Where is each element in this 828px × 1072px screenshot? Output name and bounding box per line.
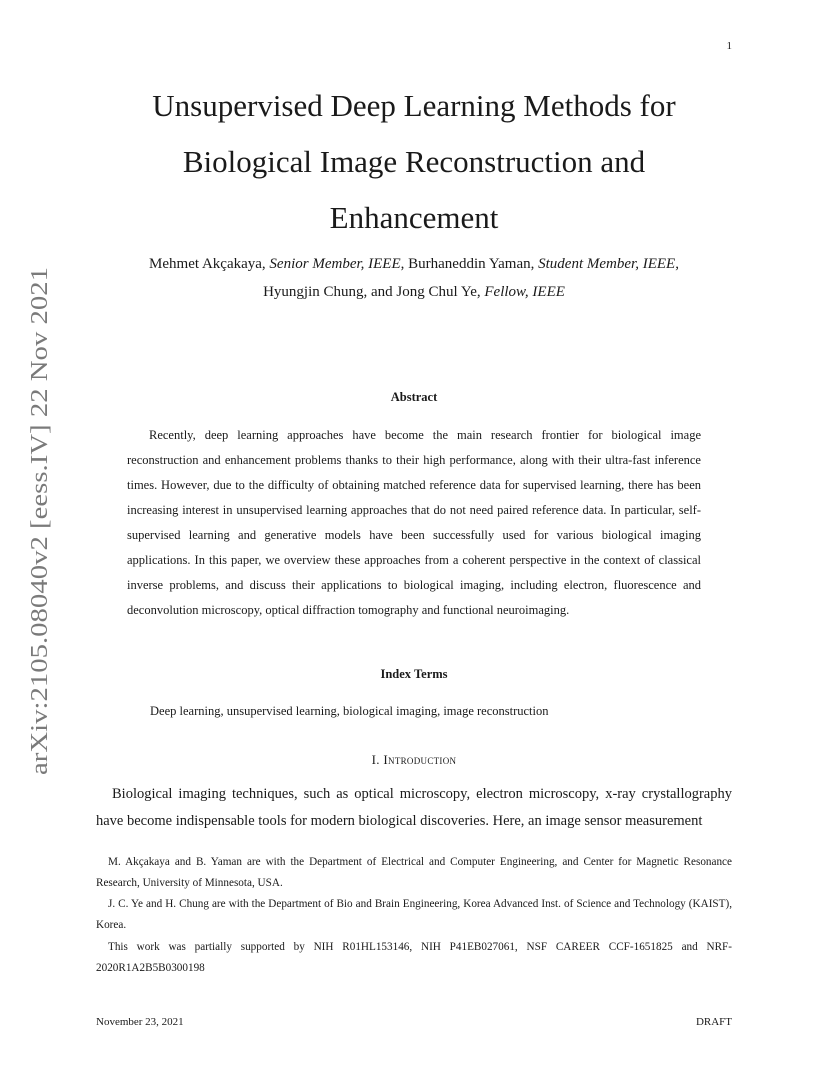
section-number: I. <box>371 752 384 767</box>
footer-date: November 23, 2021 <box>96 1016 184 1028</box>
paper-title <box>100 78 728 246</box>
author-name: Hyungjin Chung, and Jong Chul Ye, <box>263 284 485 300</box>
index-terms-body: Deep learning, unsupervised learning, biological imaging, image reconstruction <box>150 704 549 718</box>
author-list <box>96 250 732 306</box>
page-number: 1 <box>726 40 732 52</box>
footer-status: DRAFT <box>695 1016 732 1028</box>
title-line-1: Unsupervised Deep Learning Methods for <box>152 88 676 123</box>
index-terms-heading: Index Terms <box>380 667 448 681</box>
arxiv-side-stamp <box>9 265 67 775</box>
arxiv-stamp-text: arXiv:2105.08040v2 [eess.IV] 22 Nov 2021 <box>27 351 53 775</box>
author-role: Senior Member, IEEE <box>269 256 401 272</box>
title-line-3: Enhancement <box>329 200 499 235</box>
footnote-funding: This work was partially supported by NIH R01HL153146, NIH P41EB027061, NSF CAREER CCF-1651825 and NRF-2020R1A2B5B0300198 <box>96 941 732 974</box>
author-role: Fellow, IEEE <box>484 284 565 300</box>
abstract-body: Recently, deep learning approaches have become the main research frontier for biological image reconstruction and enhancement problems thanks to their high performance, along with their ultra-fast inference times. However, due to the difficulty of obtaining matched reference data for supervised learning, there has been increasing interest in unsupervised learning approaches that do not need paired reference data. In particular, self-supervised learning and generative models have been successfully used for various biological imaging applications. In this paper, we overview these approaches from a coherent perspective in the context of classical inverse problems, and discuss their applications to biological imaging, including electron, fluorescence and deconvolution microscopy, optical diffraction tomography and functional neuroimaging. <box>127 428 701 617</box>
author-role: Student Member, IEEE <box>538 256 676 272</box>
introduction-body: Biological imaging techniques, such as optical microscopy, electron microscopy, x-ray crystallography have become indispensable tools for modern biological discoveries. Here, an image sensor measurement <box>96 786 732 829</box>
introduction-heading <box>96 752 732 768</box>
footnote-affiliation-1: M. Akçakaya and B. Yaman are with the Department of Electrical and Computer Engineering, and Center for Magnetic Resonance Research, University of Minnesota, USA. <box>96 856 732 889</box>
author-name: Mehmet Akçakaya, <box>149 256 270 272</box>
title-line-2: Biological Image Reconstruction and <box>182 144 646 179</box>
abstract-heading: Abstract <box>390 390 438 404</box>
section-title: Introduction <box>383 752 457 767</box>
author-name: , Burhaneddin Yaman, <box>400 256 539 272</box>
footnote-affiliation-2: J. C. Ye and H. Chung are with the Department of Bio and Brain Engineering, Korea Advanced Inst. of Science and Technology (KAIST), Korea. <box>96 898 732 931</box>
author-separator: , <box>675 256 679 272</box>
